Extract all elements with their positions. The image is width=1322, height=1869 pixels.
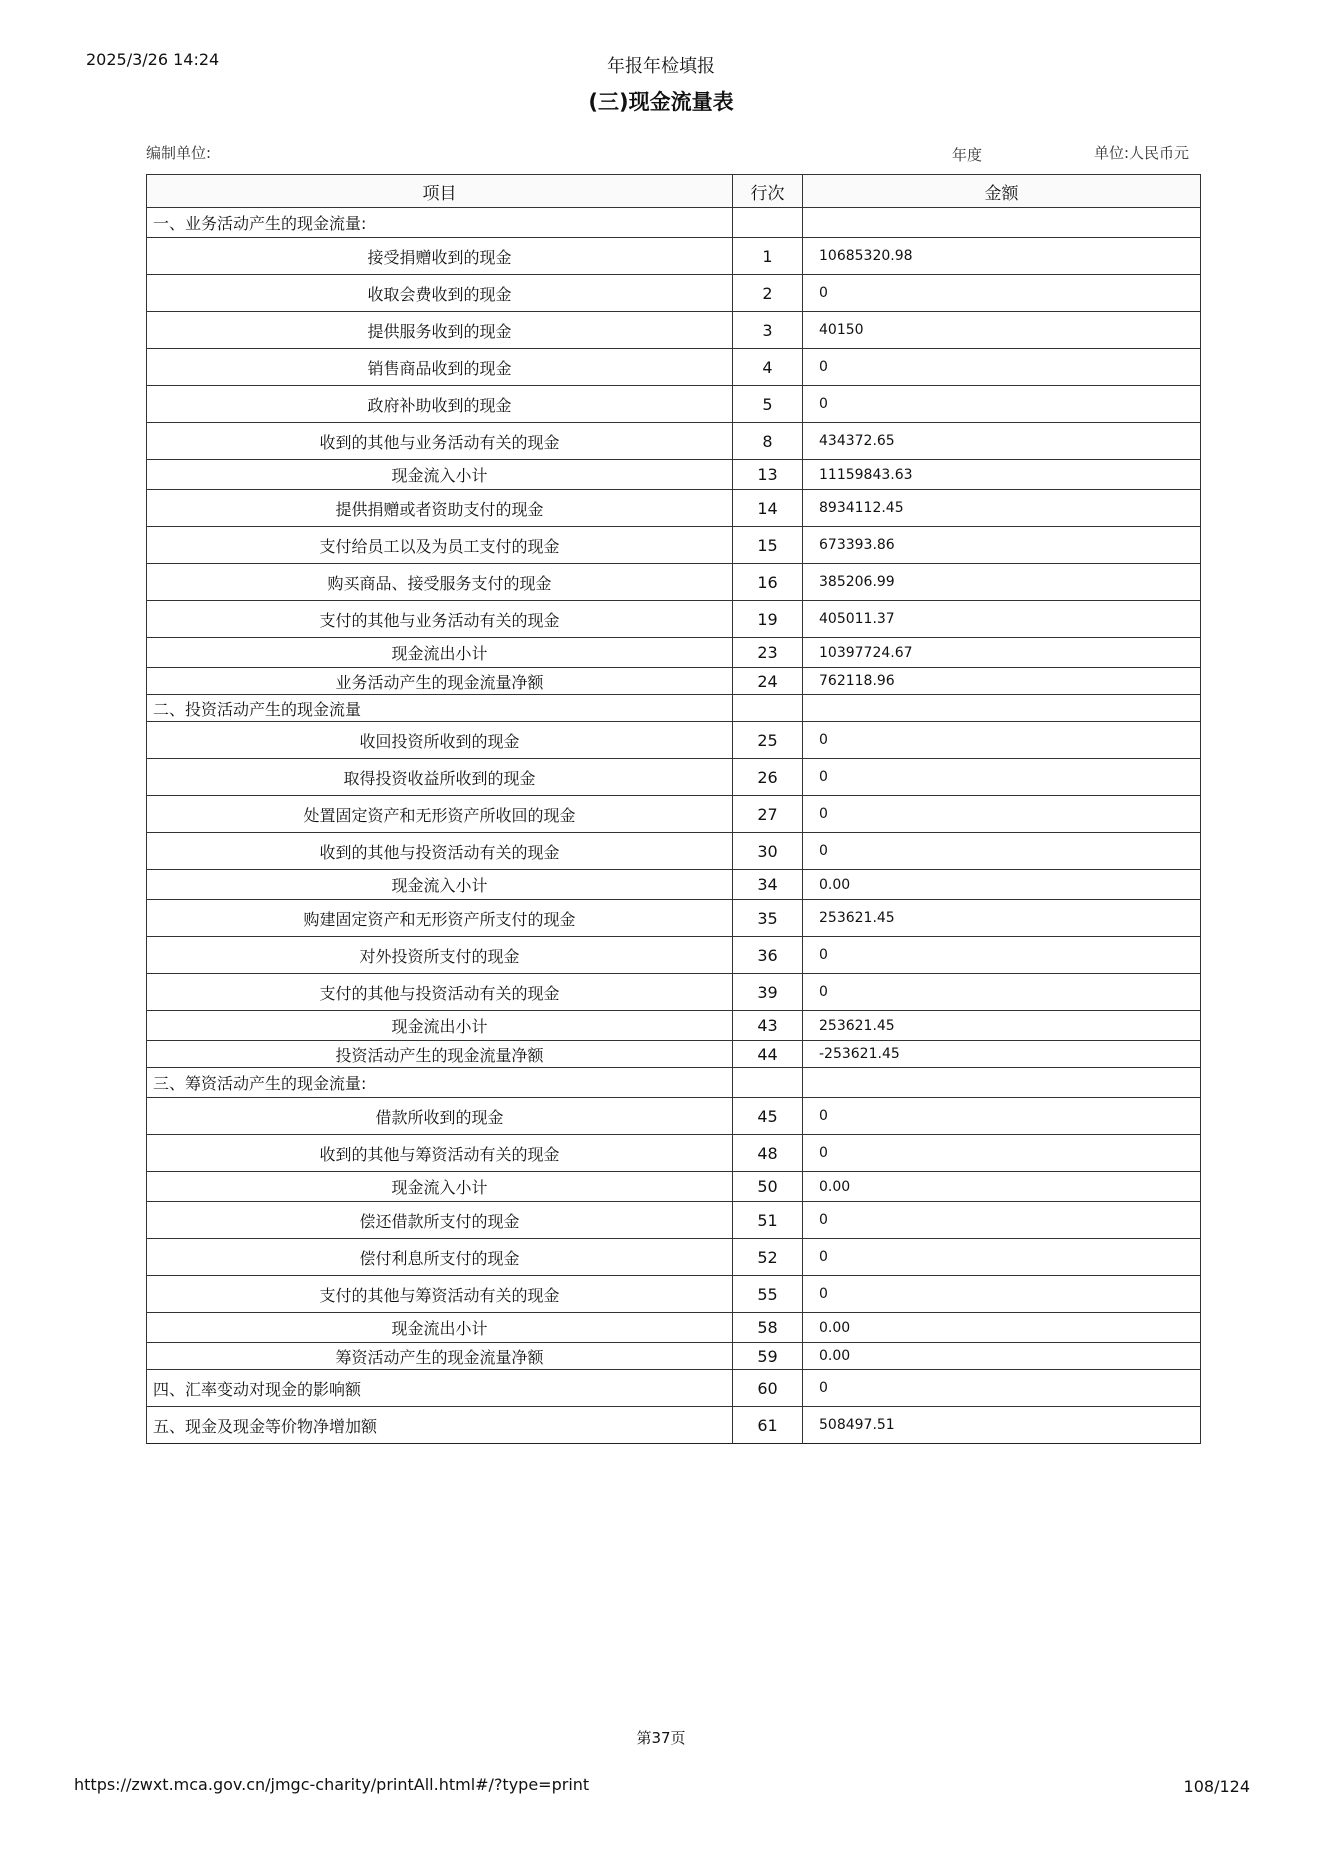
item-name-cell: 一、业务活动产生的现金流量: [147,208,733,238]
row-number-cell: 61 [733,1407,803,1444]
amount-cell: 0 [803,759,1201,796]
year-label: 年度 [952,146,983,164]
item-name-cell: 借款所收到的现金 [147,1098,733,1135]
amount-cell: 0 [803,1276,1201,1313]
table-row [147,796,1201,833]
amount-cell: 0 [803,275,1201,312]
page-header-title: 年报年检填报 [607,56,715,77]
table-row [147,490,1201,527]
item-name-cell: 政府补助收到的现金 [147,386,733,423]
amount-cell: 0.00 [803,1172,1201,1202]
table-row [147,1098,1201,1135]
row-number-cell: 36 [733,937,803,974]
table-row [147,937,1201,974]
section-header-row [147,695,1201,722]
table-row [147,1239,1201,1276]
amount-cell: 0 [803,937,1201,974]
table-row [147,460,1201,490]
table-row [147,527,1201,564]
amount-cell: 0 [803,722,1201,759]
section-header-row [147,1068,1201,1098]
amount-cell: 253621.45 [803,1011,1201,1041]
amount-cell [803,208,1201,238]
item-name-cell: 三、筹资活动产生的现金流量: [147,1068,733,1098]
item-name-cell: 对外投资所支付的现金 [147,937,733,974]
amount-cell: 762118.96 [803,668,1201,695]
row-number-cell: 55 [733,1276,803,1313]
item-name-cell: 支付的其他与筹资活动有关的现金 [147,1276,733,1313]
item-name-cell: 二、投资活动产生的现金流量 [147,695,733,722]
amount-cell: 11159843.63 [803,460,1201,490]
row-number-cell: 14 [733,490,803,527]
row-number-cell: 51 [733,1202,803,1239]
item-name-cell: 现金流入小计 [147,1172,733,1202]
table-row [147,833,1201,870]
table-header-row [147,175,1201,208]
amount-cell: 0.00 [803,1313,1201,1343]
item-name-cell: 收到的其他与投资活动有关的现金 [147,833,733,870]
table-row [147,1041,1201,1068]
row-number-cell: 44 [733,1041,803,1068]
item-name-cell: 销售商品收到的现金 [147,349,733,386]
item-name-cell: 业务活动产生的现金流量净额 [147,668,733,695]
table-row [147,1135,1201,1172]
row-number-cell: 34 [733,870,803,900]
row-number-cell: 16 [733,564,803,601]
row-number-cell: 25 [733,722,803,759]
page-number: 第37页 [636,1729,686,1747]
page-url: https://zwxt.mca.gov.cn/jmgc-charity/printAll.html#/?type=print [74,1775,590,1794]
item-name-cell: 五、现金及现金等价物净增加额 [147,1407,733,1444]
amount-cell: 385206.99 [803,564,1201,601]
print-datetime: 2025/3/26 14:24 [86,50,220,69]
item-name-cell: 现金流出小计 [147,1313,733,1343]
header-row-number: 行次 [733,175,803,208]
table-row [147,601,1201,638]
amount-cell: 0.00 [803,870,1201,900]
item-name-cell: 支付的其他与投资活动有关的现金 [147,974,733,1011]
row-number-cell [733,208,803,238]
currency-unit-label: 单位:人民币元 [1094,144,1190,162]
table-row [147,238,1201,275]
table-row [147,1407,1201,1444]
row-number-cell: 5 [733,386,803,423]
item-name-cell: 收取会费收到的现金 [147,275,733,312]
row-number-cell: 60 [733,1370,803,1407]
row-number-cell: 43 [733,1011,803,1041]
table-row [147,974,1201,1011]
table-row [147,668,1201,695]
page-counter: 108/124 [1183,1777,1250,1796]
item-name-cell: 购建固定资产和无形资产所支付的现金 [147,900,733,937]
amount-cell [803,695,1201,722]
row-number-cell: 13 [733,460,803,490]
row-number-cell: 2 [733,275,803,312]
item-name-cell: 现金流出小计 [147,1011,733,1041]
amount-cell: 0 [803,1370,1201,1407]
header-amount: 金额 [803,175,1201,208]
table-row [147,349,1201,386]
amount-cell: 0 [803,386,1201,423]
amount-cell: 253621.45 [803,900,1201,937]
item-name-cell: 筹资活动产生的现金流量净额 [147,1343,733,1370]
item-name-cell: 支付给员工以及为员工支付的现金 [147,527,733,564]
table-row [147,275,1201,312]
amount-cell: 10685320.98 [803,238,1201,275]
table-row [147,1370,1201,1407]
row-number-cell [733,695,803,722]
row-number-cell: 8 [733,423,803,460]
item-name-cell: 接受捐赠收到的现金 [147,238,733,275]
item-name-cell: 提供捐赠或者资助支付的现金 [147,490,733,527]
row-number-cell: 19 [733,601,803,638]
item-name-cell: 收到的其他与业务活动有关的现金 [147,423,733,460]
row-number-cell: 27 [733,796,803,833]
table-row [147,870,1201,900]
item-name-cell: 偿还借款所支付的现金 [147,1202,733,1239]
amount-cell: 508497.51 [803,1407,1201,1444]
item-name-cell: 现金流出小计 [147,638,733,668]
header-item: 项目 [147,175,733,208]
item-name-cell: 偿付利息所支付的现金 [147,1239,733,1276]
row-number-cell: 1 [733,238,803,275]
row-number-cell: 59 [733,1343,803,1370]
table-row [147,1172,1201,1202]
row-number-cell: 50 [733,1172,803,1202]
amount-cell: 0 [803,833,1201,870]
table-row [147,759,1201,796]
row-number-cell: 4 [733,349,803,386]
item-name-cell: 收回投资所收到的现金 [147,722,733,759]
row-number-cell: 39 [733,974,803,1011]
row-number-cell: 30 [733,833,803,870]
row-number-cell: 58 [733,1313,803,1343]
item-name-cell: 支付的其他与业务活动有关的现金 [147,601,733,638]
amount-cell: -253621.45 [803,1041,1201,1068]
amount-cell: 10397724.67 [803,638,1201,668]
row-number-cell: 3 [733,312,803,349]
table-row [147,1313,1201,1343]
row-number-cell: 26 [733,759,803,796]
table-row [147,1011,1201,1041]
amount-cell [803,1068,1201,1098]
row-number-cell: 45 [733,1098,803,1135]
amount-cell: 0.00 [803,1343,1201,1370]
amount-cell: 0 [803,1202,1201,1239]
amount-cell: 405011.37 [803,601,1201,638]
row-number-cell: 24 [733,668,803,695]
item-name-cell: 投资活动产生的现金流量净额 [147,1041,733,1068]
amount-cell: 0 [803,349,1201,386]
table-row [147,564,1201,601]
row-number-cell: 15 [733,527,803,564]
table-row [147,423,1201,460]
item-name-cell: 购买商品、接受服务支付的现金 [147,564,733,601]
amount-cell: 0 [803,1098,1201,1135]
table-row [147,1202,1201,1239]
row-number-cell: 23 [733,638,803,668]
item-name-cell: 现金流入小计 [147,870,733,900]
item-name-cell: 四、汇率变动对现金的影响额 [147,1370,733,1407]
item-name-cell: 现金流入小计 [147,460,733,490]
preparing-unit-label: 编制单位: [146,144,212,162]
table-row [147,312,1201,349]
table-row [147,386,1201,423]
amount-cell: 0 [803,1239,1201,1276]
amount-cell: 434372.65 [803,423,1201,460]
amount-cell: 673393.86 [803,527,1201,564]
amount-cell: 8934112.45 [803,490,1201,527]
table-row [147,1276,1201,1313]
item-name-cell: 收到的其他与筹资活动有关的现金 [147,1135,733,1172]
table-row [147,638,1201,668]
row-number-cell [733,1068,803,1098]
row-number-cell: 48 [733,1135,803,1172]
item-name-cell: 提供服务收到的现金 [147,312,733,349]
table-row [147,1343,1201,1370]
report-title: (三)现金流量表 [588,90,734,114]
amount-cell: 40150 [803,312,1201,349]
item-name-cell: 处置固定资产和无形资产所收回的现金 [147,796,733,833]
item-name-cell: 取得投资收益所收到的现金 [147,759,733,796]
section-header-row [147,208,1201,238]
row-number-cell: 52 [733,1239,803,1276]
row-number-cell: 35 [733,900,803,937]
table-row [147,900,1201,937]
amount-cell: 0 [803,1135,1201,1172]
cash-flow-table [146,174,1201,1444]
table-row [147,722,1201,759]
amount-cell: 0 [803,796,1201,833]
amount-cell: 0 [803,974,1201,1011]
